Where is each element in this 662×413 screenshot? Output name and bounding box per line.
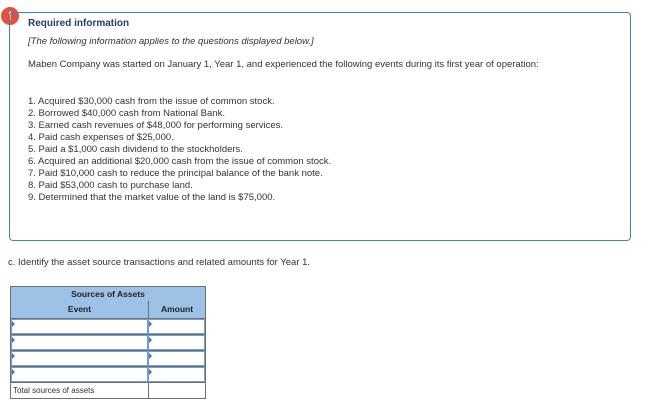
table-caption: Sources of Assets	[71, 289, 145, 299]
information-note: [The following information applies to the questions displayed below.]	[28, 36, 314, 47]
sources-of-assets-table	[10, 286, 206, 399]
event-dropdown[interactable]	[11, 367, 148, 382]
dropdown-marker-icon	[12, 369, 15, 375]
event-dropdown[interactable]	[11, 319, 148, 334]
event-item: 8. Paid $53,000 cash to purchase land.	[28, 180, 193, 191]
amount-column-header: Amount	[148, 301, 205, 318]
event-item: 9. Determined that the market value of the land is $75,000.	[28, 192, 276, 203]
dropdown-marker-icon	[12, 337, 15, 343]
table-row	[11, 334, 205, 350]
event-list	[28, 96, 331, 204]
table-row	[11, 350, 205, 366]
information-intro: Maben Company was started on January 1, Year 1, and experienced the following events during its first year of operation:	[28, 59, 539, 70]
event-item: 5. Paid a $1,000 cash dividend to the stockholders.	[28, 144, 243, 155]
event-item: 7. Paid $10,000 cash to reduce the principal balance of the bank note.	[28, 168, 323, 179]
event-item: 3. Earned cash revenues of $48,000 for performing services.	[28, 120, 284, 131]
input-marker-icon	[149, 353, 152, 359]
dropdown-marker-icon	[12, 321, 15, 327]
table-row	[11, 366, 205, 382]
event-item: 6. Acquired an additional $20,000 cash from the issue of common stock.	[28, 156, 332, 167]
event-column-header: Event	[67, 304, 92, 314]
amount-input[interactable]	[148, 335, 205, 350]
input-marker-icon	[149, 337, 152, 343]
total-row	[11, 382, 205, 398]
event-item: 4. Paid cash expenses of $25,000.	[28, 132, 174, 143]
input-marker-icon	[149, 369, 152, 375]
event-dropdown[interactable]	[11, 351, 148, 366]
amount-input[interactable]	[148, 351, 205, 366]
input-marker-icon	[149, 321, 152, 327]
event-item: 1. Acquired $30,000 cash from the issue of common stock.	[28, 96, 275, 107]
question-text: c. Identify the asset source transactions and related amounts for Year 1.	[8, 257, 311, 268]
dropdown-marker-icon	[12, 353, 15, 359]
table-header	[11, 287, 205, 318]
required-information-title: Required information	[28, 18, 130, 29]
event-item: 2. Borrowed $40,000 cash from National Bank.	[28, 108, 225, 119]
amount-input[interactable]	[148, 367, 205, 382]
total-sources-value	[148, 383, 205, 398]
amount-input[interactable]	[148, 319, 205, 334]
table-row	[11, 318, 205, 334]
event-dropdown[interactable]	[11, 335, 148, 350]
alert-icon: !	[1, 7, 19, 25]
total-sources-label: Total sources of assets	[13, 386, 95, 395]
